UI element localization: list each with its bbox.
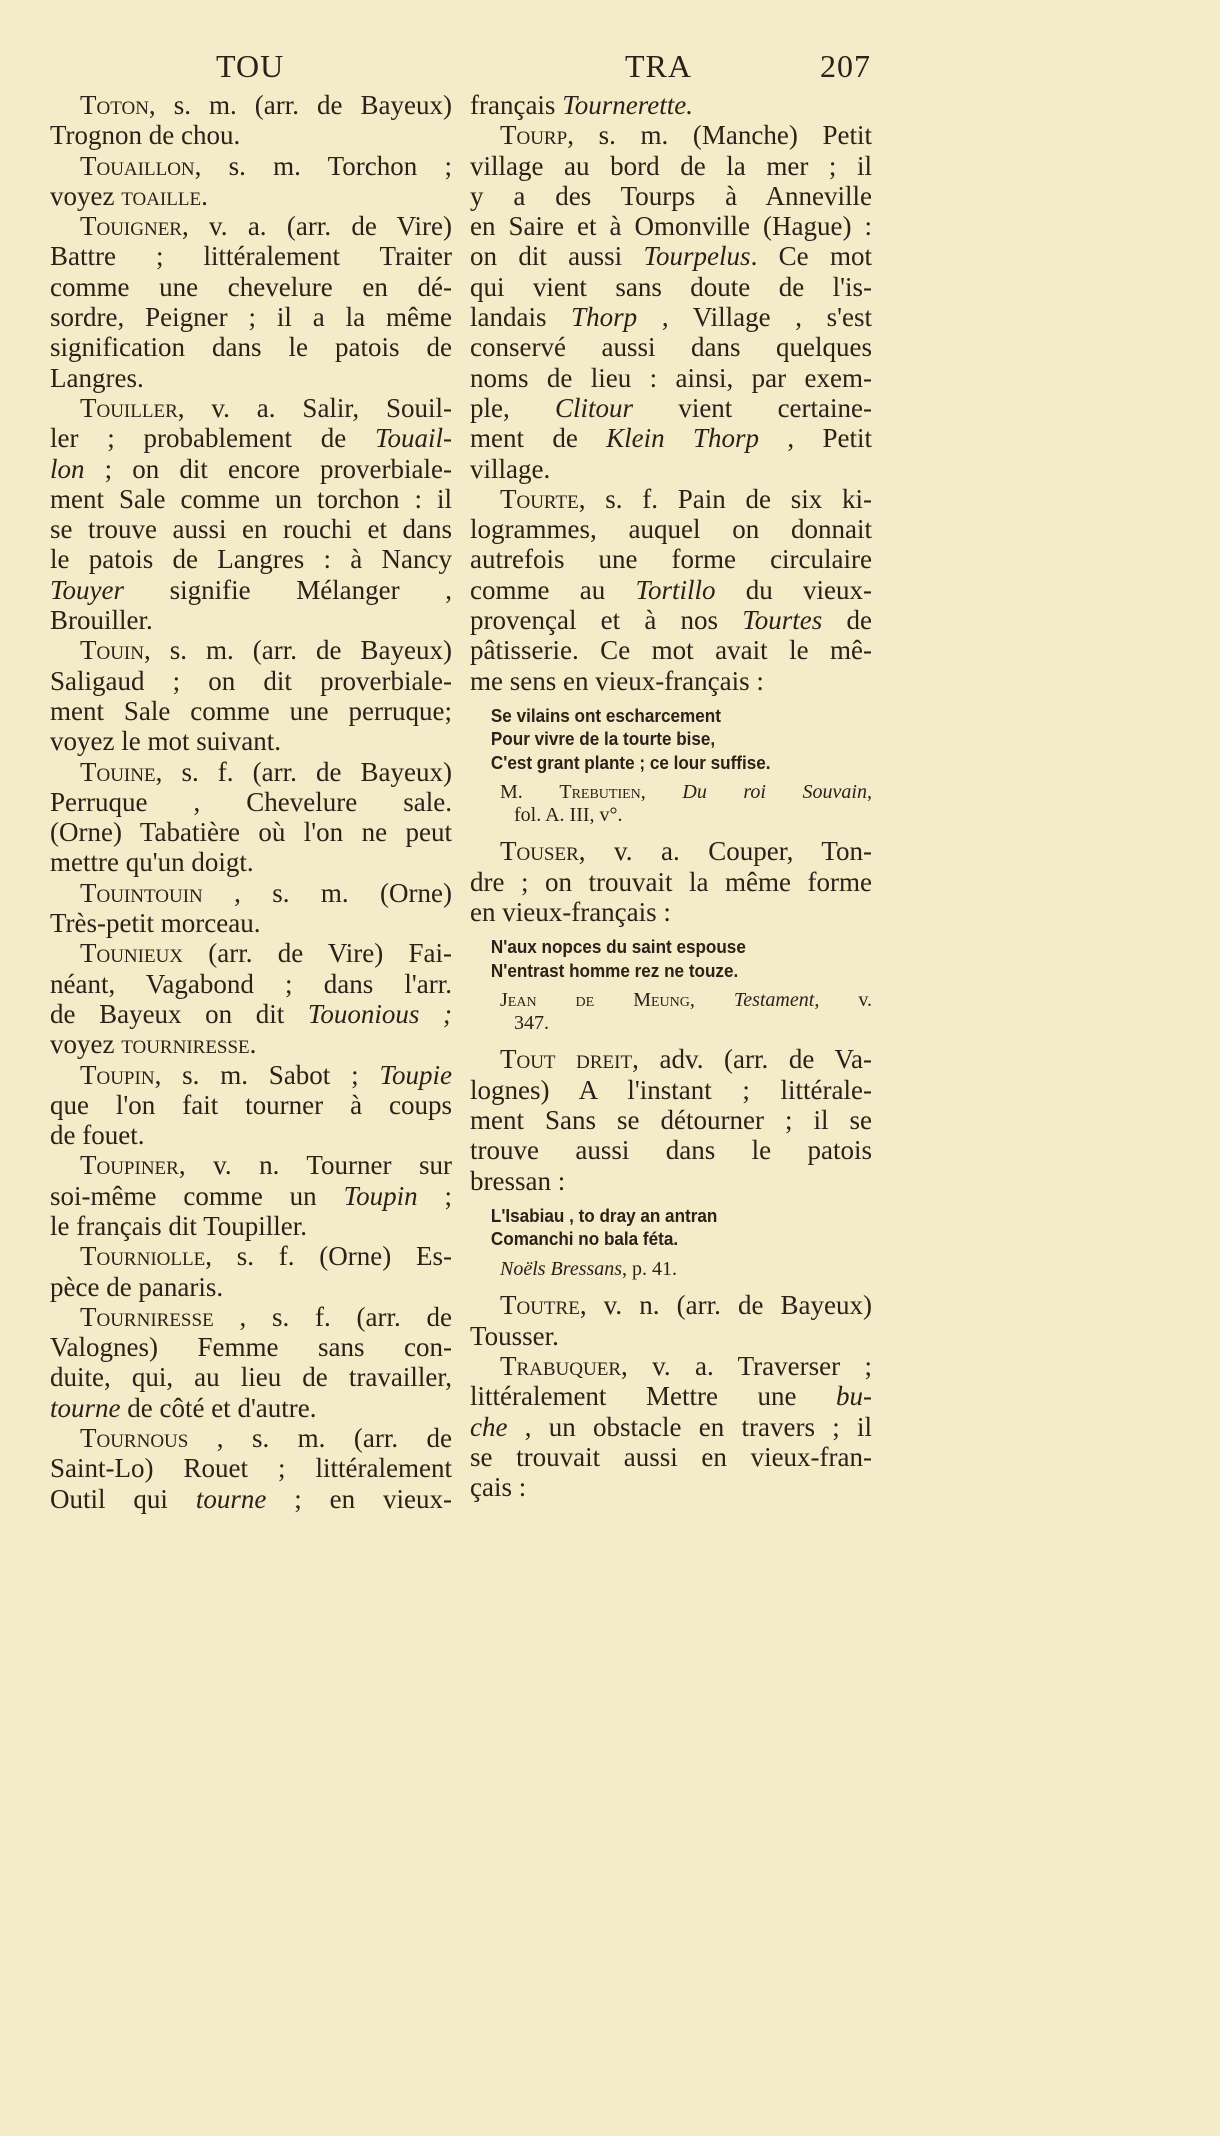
dictionary-entry xyxy=(470,90,872,120)
text-segment: autrefois une forme circulaire xyxy=(470,544,872,575)
text-segment: , s. m. Torchon ; xyxy=(194,150,452,181)
text-segment: çais : xyxy=(470,1472,527,1503)
dictionary-entry xyxy=(50,1423,452,1514)
text-segment: pâtisserie. Ce mot avait le mê- xyxy=(470,635,872,666)
text-line xyxy=(50,393,452,423)
text-line xyxy=(470,151,872,181)
text-segment: y a des Tourps à Anneville xyxy=(470,180,872,211)
text-line xyxy=(470,936,852,960)
text-segment: , xyxy=(867,781,872,804)
text-line xyxy=(50,1241,452,1271)
headword: Toupin xyxy=(80,1059,155,1090)
headword: toaille xyxy=(121,180,202,211)
running-head-right: TRA xyxy=(625,48,692,84)
text-line xyxy=(470,423,872,453)
italic-text: Noëls Bressans xyxy=(500,1257,623,1280)
text-segment: Très-petit morceau. xyxy=(50,908,261,939)
text-line xyxy=(50,969,452,999)
text-line xyxy=(50,938,452,968)
text-segment: de côté et d'autre. xyxy=(120,1392,317,1423)
headword: Tourniresse xyxy=(80,1301,214,1332)
text-segment: , v. a. (arr. de Vire) xyxy=(181,211,452,242)
left-column xyxy=(50,90,452,1514)
text-segment: du vieux- xyxy=(715,574,872,605)
italic-text: Klein Thorp xyxy=(606,423,760,454)
citation xyxy=(470,989,872,1034)
text-segment: ple, xyxy=(470,392,556,423)
text-segment: lognes) A l'instant ; littérale- xyxy=(470,1074,872,1105)
text-line xyxy=(470,1012,886,1035)
text-segment: , xyxy=(640,781,683,804)
italic-text: Tourtes xyxy=(742,605,823,636)
text-segment: , Petit xyxy=(759,423,872,454)
text-segment: dre ; on trouvait la même forme xyxy=(470,866,872,897)
italic-text: tourne xyxy=(195,1483,267,1514)
text-segment: en vieux-français : xyxy=(470,897,671,928)
text-segment: que l'on fait tourner à coups xyxy=(50,1089,452,1120)
headword: Jean de Meung xyxy=(500,989,690,1012)
text-segment: , v. n. Tourner sur xyxy=(178,1150,452,1181)
text-segment: soi-même comme un xyxy=(50,1180,344,1211)
text-line xyxy=(470,705,852,729)
italic-text: Thorp xyxy=(571,302,638,333)
italic-text: Touonious ; xyxy=(307,998,452,1029)
text-line xyxy=(470,1075,872,1105)
text-segment: , p. 41. xyxy=(622,1257,678,1280)
text-line xyxy=(470,1290,872,1320)
dictionary-entry xyxy=(50,757,452,878)
text-line xyxy=(470,272,872,302)
citation xyxy=(470,781,872,826)
text-line xyxy=(470,666,872,696)
text-line xyxy=(50,514,452,544)
text-line xyxy=(50,1150,452,1180)
text-segment: Pour vivre de la tourte bise, xyxy=(490,729,716,750)
text-line xyxy=(50,1302,452,1332)
text-segment: bressan : xyxy=(470,1165,566,1196)
headword: Touser xyxy=(500,836,579,867)
text-line xyxy=(470,1351,872,1381)
dictionary-entry xyxy=(50,878,452,939)
text-segment: duite, qui, au lieu de travailler, xyxy=(50,1362,452,1393)
text-segment: Valognes) Femme sans con- xyxy=(50,1332,452,1363)
text-line xyxy=(470,393,872,423)
text-segment: littéralement Mettre une xyxy=(470,1381,836,1412)
text-segment: voyez xyxy=(50,180,122,211)
text-segment: se trouvait aussi en vieux-fran- xyxy=(470,1441,872,1472)
headword: Touigner xyxy=(80,211,182,242)
headword: Tourp xyxy=(500,120,568,151)
text-line xyxy=(50,302,452,332)
text-segment: ler ; probablement de xyxy=(50,423,375,454)
italic-text: Toupie xyxy=(379,1059,452,1090)
text-segment: ment Sale comme une perruque; xyxy=(50,695,452,726)
italic-text: Tourpelus xyxy=(643,241,751,272)
text-segment: , un obstacle en travers ; il xyxy=(507,1411,872,1442)
text-segment: Trognon de chou. xyxy=(50,120,241,151)
text-line xyxy=(470,1258,872,1281)
text-line xyxy=(50,484,452,514)
text-line xyxy=(50,787,452,817)
headword: Tournous xyxy=(80,1423,189,1454)
text-segment: Se vilains ont escharcement xyxy=(490,705,721,726)
dictionary-entry xyxy=(50,1150,452,1241)
headword: Touaillon xyxy=(80,150,195,181)
dictionary-entry xyxy=(50,1302,452,1423)
italic-text: Clitour xyxy=(555,392,634,423)
text-line xyxy=(50,696,452,726)
text-line xyxy=(50,120,452,150)
dictionary-entry xyxy=(470,836,872,927)
text-segment: L'Isabiau , to dray an antran xyxy=(490,1205,718,1226)
text-segment: , adv. (arr. de Va- xyxy=(632,1044,872,1075)
italic-text: Tournerette. xyxy=(562,90,693,120)
text-line xyxy=(470,1105,872,1135)
text-segment: , s. f. (arr. de xyxy=(213,1301,452,1332)
text-segment: Brouiller. xyxy=(50,605,153,636)
text-line xyxy=(470,181,872,211)
italic-text: Toupin xyxy=(343,1180,418,1211)
text-segment: signifie Mélanger , xyxy=(124,574,452,605)
text-line xyxy=(470,120,872,150)
text-segment: en Saire et à Omonville (Hague) : xyxy=(470,211,872,242)
text-segment: , xyxy=(689,989,734,1012)
headword: Touine xyxy=(80,756,156,787)
text-line xyxy=(470,211,872,241)
text-segment: , s. m. (arr. de Bayeux) xyxy=(143,635,452,666)
text-segment: landais xyxy=(470,302,572,333)
text-line xyxy=(50,1393,452,1423)
text-line xyxy=(50,1272,452,1302)
text-line xyxy=(470,635,872,665)
text-line xyxy=(50,1181,452,1211)
text-segment: sordre, Peigner ; il a la même xyxy=(50,302,452,333)
headword: Touin xyxy=(80,635,144,666)
text-line xyxy=(470,752,852,776)
text-line xyxy=(50,817,452,847)
text-line xyxy=(470,514,872,544)
text-segment: voyez xyxy=(50,1029,122,1060)
text-line xyxy=(470,302,872,332)
text-line xyxy=(470,1205,852,1229)
dictionary-entry xyxy=(50,635,452,756)
headword: Toutre xyxy=(500,1290,580,1321)
text-segment: provençal et à nos xyxy=(470,605,743,636)
headword: Toton xyxy=(80,90,149,120)
headword: Tounieux xyxy=(80,938,184,969)
text-segment: on dit aussi xyxy=(470,241,644,272)
text-line xyxy=(470,1135,872,1165)
text-segment: , s. m. (arr. de Bayeux) xyxy=(148,90,452,120)
text-line xyxy=(470,605,872,635)
text-segment: français xyxy=(470,90,563,120)
dictionary-entry xyxy=(470,120,872,484)
text-line xyxy=(50,241,452,271)
text-line xyxy=(470,989,872,1012)
text-line xyxy=(470,575,872,605)
text-line xyxy=(50,847,452,877)
text-line xyxy=(470,363,872,393)
text-segment: , v. a. Couper, Ton- xyxy=(578,836,872,867)
quotation xyxy=(470,1205,872,1252)
text-segment: village. xyxy=(470,453,551,484)
text-line xyxy=(470,90,872,120)
text-segment: Perruque , Chevelure sale. xyxy=(50,786,452,817)
text-segment: de fouet. xyxy=(50,1120,145,1151)
text-line xyxy=(470,728,852,752)
italic-text: Testament xyxy=(733,989,815,1012)
text-segment: ment Sans se détourner ; il se xyxy=(470,1104,872,1135)
quotation xyxy=(470,705,872,776)
text-segment: pèce de panaris. xyxy=(50,1271,224,1302)
text-line xyxy=(50,635,452,665)
text-line xyxy=(470,1381,872,1411)
text-line xyxy=(470,1321,872,1351)
text-line xyxy=(50,1211,452,1241)
text-segment: ; xyxy=(417,1180,452,1211)
text-segment: Saint-Lo) Rouet ; littéralement xyxy=(50,1453,452,1484)
text-segment: comme au xyxy=(470,574,636,605)
text-line xyxy=(470,867,872,897)
text-segment: , v. xyxy=(814,989,873,1012)
text-line xyxy=(50,999,452,1029)
text-line xyxy=(470,454,872,484)
text-line xyxy=(50,1120,452,1150)
text-line xyxy=(470,1044,872,1074)
text-line xyxy=(50,1332,452,1362)
headword: Tourniolle xyxy=(80,1241,206,1272)
dictionary-entry xyxy=(470,1044,872,1195)
text-segment: (Orne) Tabatière où l'on ne peut xyxy=(50,817,452,848)
text-segment: le patois de Langres : à Nancy xyxy=(50,544,452,575)
text-segment: , s. f. (arr. de Bayeux) xyxy=(155,756,452,787)
text-segment: C'est grant plante ; ce lour suffise. xyxy=(490,752,771,773)
dictionary-entry xyxy=(50,938,452,1059)
text-line xyxy=(50,454,452,484)
headword: Trabuquer xyxy=(500,1350,622,1381)
text-line xyxy=(50,726,452,756)
text-line xyxy=(50,1362,452,1392)
text-segment: signification dans le patois de xyxy=(50,332,452,363)
text-segment: de Bayeux on dit xyxy=(50,998,308,1029)
text-segment: 347. xyxy=(514,1011,549,1034)
dictionary-entry xyxy=(470,1351,872,1502)
text-segment: conservé aussi dans quelques xyxy=(470,332,872,363)
page-number: 207 xyxy=(820,48,871,84)
text-segment: ; on dit encore proverbiale- xyxy=(84,453,452,484)
text-line xyxy=(470,1412,872,1442)
text-segment: comme une chevelure en dé- xyxy=(50,271,452,302)
text-segment: trouve aussi dans le patois xyxy=(470,1135,872,1166)
text-line xyxy=(470,332,872,362)
dictionary-entry xyxy=(50,1241,452,1302)
text-segment: , s. m. Sabot ; xyxy=(154,1059,380,1090)
text-line xyxy=(50,757,452,787)
text-segment: qui vient sans doute de l'is- xyxy=(470,271,872,302)
dictionary-entry xyxy=(50,393,452,635)
text-line xyxy=(50,878,452,908)
text-line xyxy=(50,363,452,393)
text-segment: village au bord de la mer ; il xyxy=(470,150,872,181)
text-segment: Battre ; littéralement Traiter xyxy=(50,241,452,272)
text-line xyxy=(470,1228,852,1252)
dictionary-entry xyxy=(50,90,452,151)
text-segment: . xyxy=(249,1029,257,1060)
text-segment: fol. A. III, v°. xyxy=(514,803,623,826)
text-segment: , s. m. (arr. de xyxy=(188,1423,452,1454)
text-segment: Langres. xyxy=(50,362,144,393)
text-segment: néant, Vagabond ; dans l'arr. xyxy=(50,968,452,999)
text-line xyxy=(50,332,452,362)
text-segment: Tousser. xyxy=(470,1320,559,1351)
italic-text: Tortillo xyxy=(635,574,716,605)
text-line xyxy=(470,960,852,984)
headword: Touiller xyxy=(80,392,178,423)
citation xyxy=(470,1258,872,1281)
text-line xyxy=(470,781,872,804)
text-line xyxy=(50,181,452,211)
text-line xyxy=(50,1060,452,1090)
text-line xyxy=(470,804,886,827)
text-segment: voyez le mot suivant. xyxy=(50,726,281,757)
italic-text: Du roi Souvain xyxy=(682,781,867,804)
text-line xyxy=(50,1484,452,1514)
text-line xyxy=(50,1423,452,1453)
text-segment: , s. m. (Manche) Petit xyxy=(567,120,872,151)
headword: Trebutien xyxy=(559,781,641,804)
text-segment: Saligaud ; on dit proverbiale- xyxy=(50,665,452,696)
text-line xyxy=(50,908,452,938)
text-segment: ment Sale comme un torchon : il xyxy=(50,483,452,514)
text-line xyxy=(470,836,872,866)
text-segment: N'aux nopces du saint espouse xyxy=(490,937,746,958)
text-line xyxy=(50,1090,452,1120)
text-segment: ; en vieux- xyxy=(266,1483,452,1514)
text-line xyxy=(470,544,872,574)
text-segment: noms de lieu : ainsi, par exem- xyxy=(470,362,872,393)
text-segment: , s. f. Pain de six ki- xyxy=(578,483,872,514)
text-line xyxy=(50,272,452,302)
right-column xyxy=(470,90,872,1502)
italic-text: lon xyxy=(50,453,85,484)
text-line xyxy=(50,211,452,241)
quotation xyxy=(470,936,872,983)
headword: Touintouin xyxy=(80,877,203,908)
text-line xyxy=(50,666,452,696)
text-line xyxy=(470,1442,872,1472)
text-line xyxy=(50,90,452,120)
italic-text: che xyxy=(470,1411,508,1442)
dictionary-entry xyxy=(470,484,872,696)
text-line xyxy=(470,241,872,271)
text-line xyxy=(50,1029,452,1059)
text-segment: vient certaine- xyxy=(633,392,872,423)
text-line xyxy=(50,575,452,605)
text-segment: de xyxy=(822,605,873,636)
text-segment: Comanchi no bala féta. xyxy=(490,1229,679,1250)
italic-text: bu- xyxy=(836,1381,872,1412)
italic-text: Touyer xyxy=(50,574,125,605)
text-line xyxy=(470,484,872,514)
text-segment: , v. a. Traverser ; xyxy=(621,1350,872,1381)
text-segment: , v. a. Salir, Souil- xyxy=(177,392,452,423)
italic-text: Touail- xyxy=(374,423,452,454)
text-segment: le français dit Toupiller. xyxy=(50,1210,308,1241)
dictionary-entry xyxy=(50,151,452,212)
text-segment: , v. n. (arr. de Bayeux) xyxy=(579,1290,872,1321)
text-segment: Outil qui xyxy=(50,1483,196,1514)
dictionary-entry xyxy=(50,211,452,393)
text-segment: . Ce mot xyxy=(750,241,872,272)
headword: Tourte xyxy=(500,483,579,514)
text-segment: . xyxy=(201,180,208,211)
text-line xyxy=(50,544,452,574)
running-head-left: TOU xyxy=(216,48,285,84)
italic-text: tourne xyxy=(50,1392,121,1423)
text-segment: N'entrast homme rez ne touze. xyxy=(490,960,739,981)
dictionary-entry xyxy=(50,1060,452,1151)
text-segment: logrammes, auquel on donnait xyxy=(470,514,872,545)
text-segment: ment de xyxy=(470,423,607,454)
headword: Tout dreit xyxy=(500,1044,633,1075)
text-segment: se trouve aussi en rouchi et dans xyxy=(50,514,452,545)
text-line xyxy=(470,897,872,927)
text-segment: , s. f. (Orne) Es- xyxy=(205,1241,452,1272)
dictionary-entry xyxy=(470,1290,872,1351)
text-segment: (arr. de Vire) Fai- xyxy=(183,938,452,969)
text-segment: me sens en vieux-français : xyxy=(470,665,764,696)
text-segment: , s. m. (Orne) xyxy=(202,877,452,908)
text-line xyxy=(470,1166,872,1196)
text-line xyxy=(470,1472,872,1502)
text-segment: mettre qu'un doigt. xyxy=(50,847,254,878)
text-line xyxy=(50,151,452,181)
text-segment: M. xyxy=(500,781,560,804)
text-line xyxy=(50,1453,452,1483)
headword: tourniresse xyxy=(121,1029,250,1060)
text-segment: , Village , s'est xyxy=(637,302,872,333)
text-line xyxy=(50,423,452,453)
headword: Toupiner xyxy=(80,1150,179,1181)
text-line xyxy=(50,605,452,635)
